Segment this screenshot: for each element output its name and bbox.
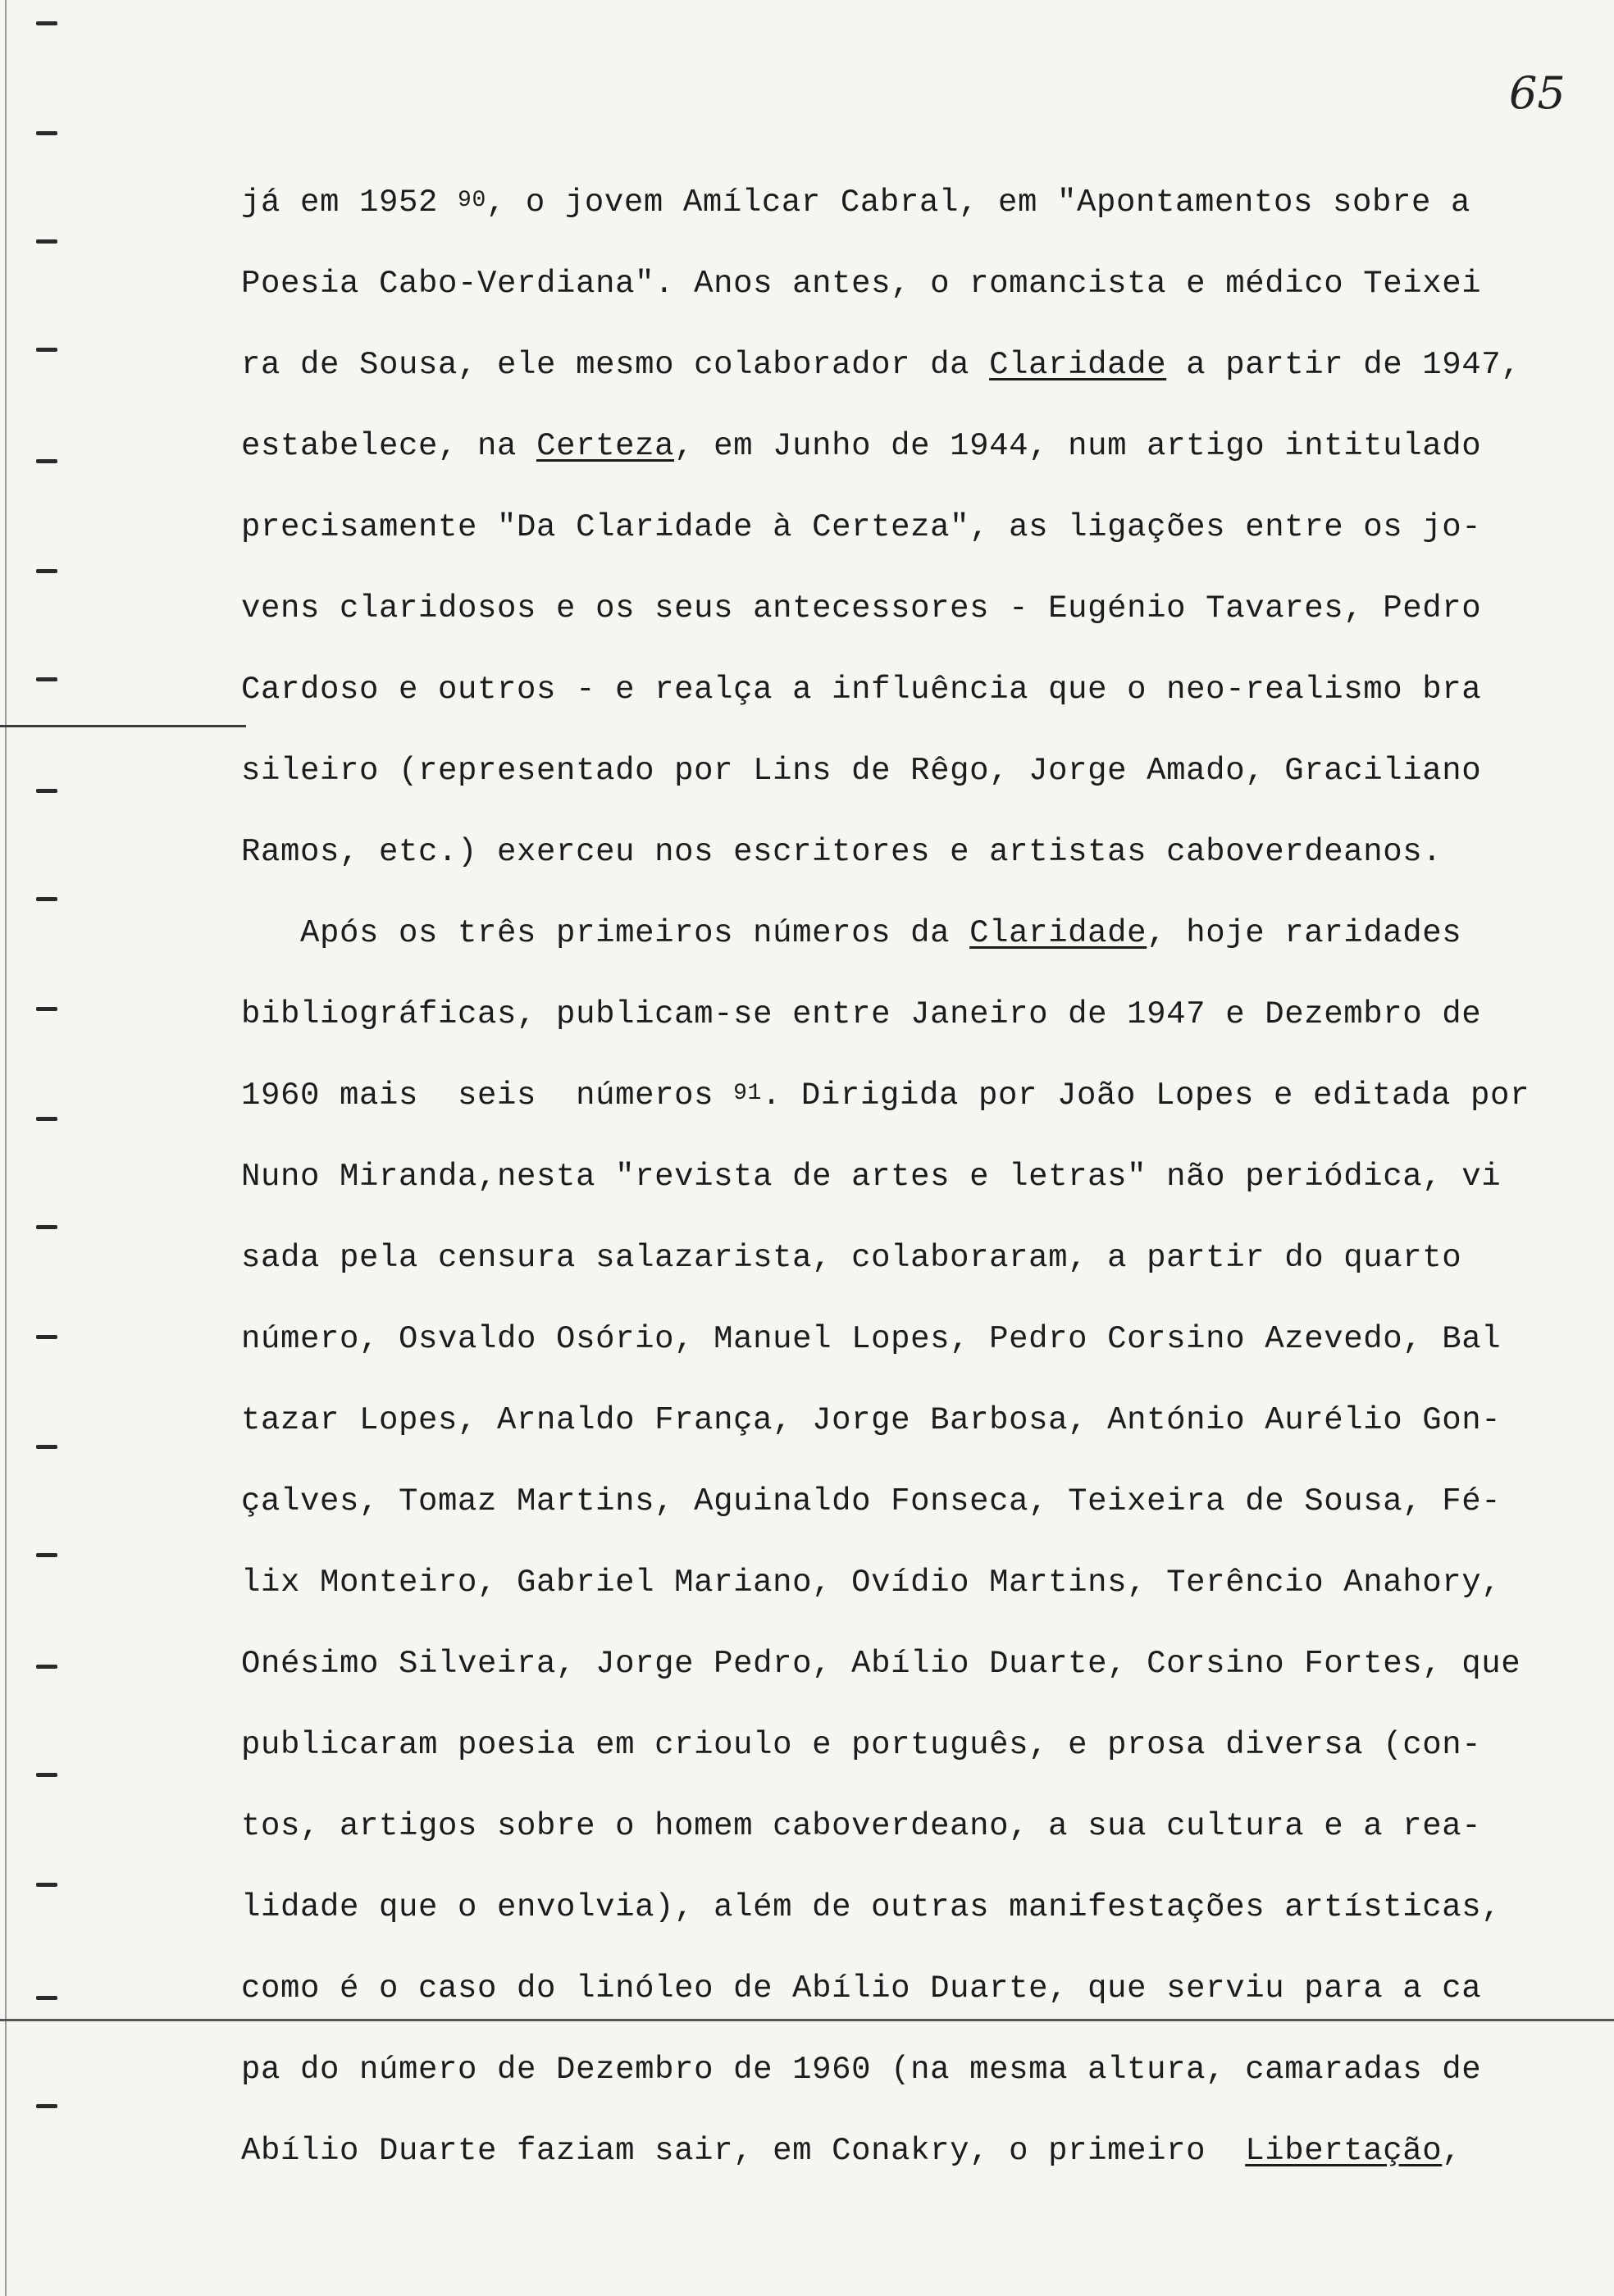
text-line [241,1400,1501,1441]
margin-tick [36,1996,57,2000]
text-line [241,1156,1501,1197]
text-line [241,263,1481,304]
text-run: Abílio Duarte faziam sair, em Conakry, o primeiro [241,2133,1246,2169]
text-run: precisamente "Da Claridade à Certeza", as ligações entre os jo- [241,509,1482,545]
margin-tick [36,789,57,793]
text-run: Após os três primeiros números da [241,915,970,951]
margin-tick [36,1665,57,1669]
text-run: lix Monteiro, Gabriel Mariano, Ovídio Martins, Terêncio Anahory, [241,1565,1502,1601]
margin-tick [36,21,57,25]
text-line [241,1968,1481,2009]
text-line [241,1237,1461,1278]
text-line [241,831,1442,872]
text-line [241,588,1481,629]
text-run: já em 1952 [241,184,458,221]
margin-tick [36,1117,57,1121]
margin-tick [36,897,57,901]
text-line [241,182,1470,223]
fold-line-lower [0,2019,1614,2021]
text-line [241,1075,1530,1116]
text-run: número, Osvaldo Osório, Manuel Lopes, Pedro Corsino Azevedo, Bal [241,1321,1502,1357]
margin-tick [36,1445,57,1449]
text-run: Ramos, etc.) exerceu nos escritores e artistas caboverdeanos. [241,834,1443,870]
margin-tick [36,459,57,463]
text-line [241,507,1481,548]
text-run: tazar Lopes, Arnaldo França, Jorge Barbosa, António Aurélio Gon- [241,1402,1502,1438]
text-run: , hoje raridades [1147,915,1462,951]
page-number: 65 [1509,67,1566,119]
text-run: , o jovem Amílcar Cabral, em "Apontamentos sobre a [486,184,1471,221]
margin-tick [36,1773,57,1777]
footnote-marker: 91 [733,1081,762,1106]
text-run: sada pela censura salazarista, colaboraram, a partir do quarto [241,1240,1462,1276]
text-run: 1960 mais seis números [241,1077,734,1114]
text-run: Nuno Miranda,nesta "revista de artes e letras" não periódica, vi [241,1159,1502,1195]
text-line [241,1562,1501,1603]
margin-tick [36,1225,57,1229]
text-run: , em Junho de 1944, num artigo intitulado [674,428,1482,464]
text-run: como é o caso do linóleo de Abílio Duarte, que serviu para a ca [241,1970,1482,2007]
margin-tick [36,239,57,244]
text-line [241,913,1461,954]
text-line [241,2049,1481,2090]
text-run: sileiro (representado por Lins de Rêgo, Jorge Amado, Graciliano [241,753,1482,789]
margin-tick [36,569,57,573]
text-run: publicaram poesia em crioulo e português, e prosa diversa (con- [241,1727,1482,1763]
text-run: ra de Sousa, ele mesmo colaborador da [241,347,990,383]
page-edge-line [5,0,7,2296]
margin-tick [36,348,57,352]
text-line [241,1643,1521,1684]
margin-tick [36,1553,57,1557]
margin-tick [36,677,57,681]
text-line [241,669,1481,710]
text-run: estabelece, na [241,428,537,464]
text-run: . Dirigida por João Lopes e editada por [761,1077,1530,1114]
text-run: çalves, Tomaz Martins, Aguinaldo Fonseca, Teixeira de Sousa, Fé- [241,1483,1502,1519]
margin-tick [36,131,57,135]
text-line [241,1319,1501,1360]
margin-tick [36,1883,57,1887]
text-run: Poesia Cabo-Verdiana". Anos antes, o romancista e médico Teixei [241,266,1482,302]
margin-tick [36,1335,57,1339]
text-run: a partir de 1947, [1166,347,1521,383]
text-line [241,1724,1481,1765]
footnote-marker: 90 [458,188,486,213]
text-run: vens claridosos e os seus antecessores - Eugénio Tavares, Pedro [241,590,1482,626]
text-line [241,1887,1501,1928]
text-line [241,2130,1461,2171]
text-run: lidade que o envolvia), além de outras manifestações artísticas, [241,1889,1502,1925]
text-line [241,1806,1481,1847]
text-line [241,1481,1501,1522]
text-run: Onésimo Silveira, Jorge Pedro, Abílio Duarte, Corsino Fortes, que [241,1646,1521,1682]
margin-tick [36,1007,57,1011]
text-line [241,426,1481,467]
underlined-title: Claridade [989,347,1167,383]
text-run: bibliográficas, publicam-se entre Janeiro de 1947 e Dezembro de [241,996,1482,1032]
text-line [241,344,1521,385]
underlined-title: Libertação [1245,2133,1443,2169]
underlined-title: Certeza [536,428,675,464]
text-line [241,750,1481,791]
text-run: , [1442,2133,1462,2169]
text-run: tos, artigos sobre o homem caboverdeano, a sua cultura e a rea- [241,1808,1482,1844]
text-line [241,994,1481,1035]
fold-line-upper [0,725,246,727]
underlined-title: Claridade [969,915,1147,951]
text-run: pa do número de Dezembro de 1960 (na mesma altura, camaradas de [241,2052,1482,2088]
text-run: Cardoso e outros - e realça a influência que o neo-realismo bra [241,672,1482,708]
margin-tick [36,2104,57,2108]
